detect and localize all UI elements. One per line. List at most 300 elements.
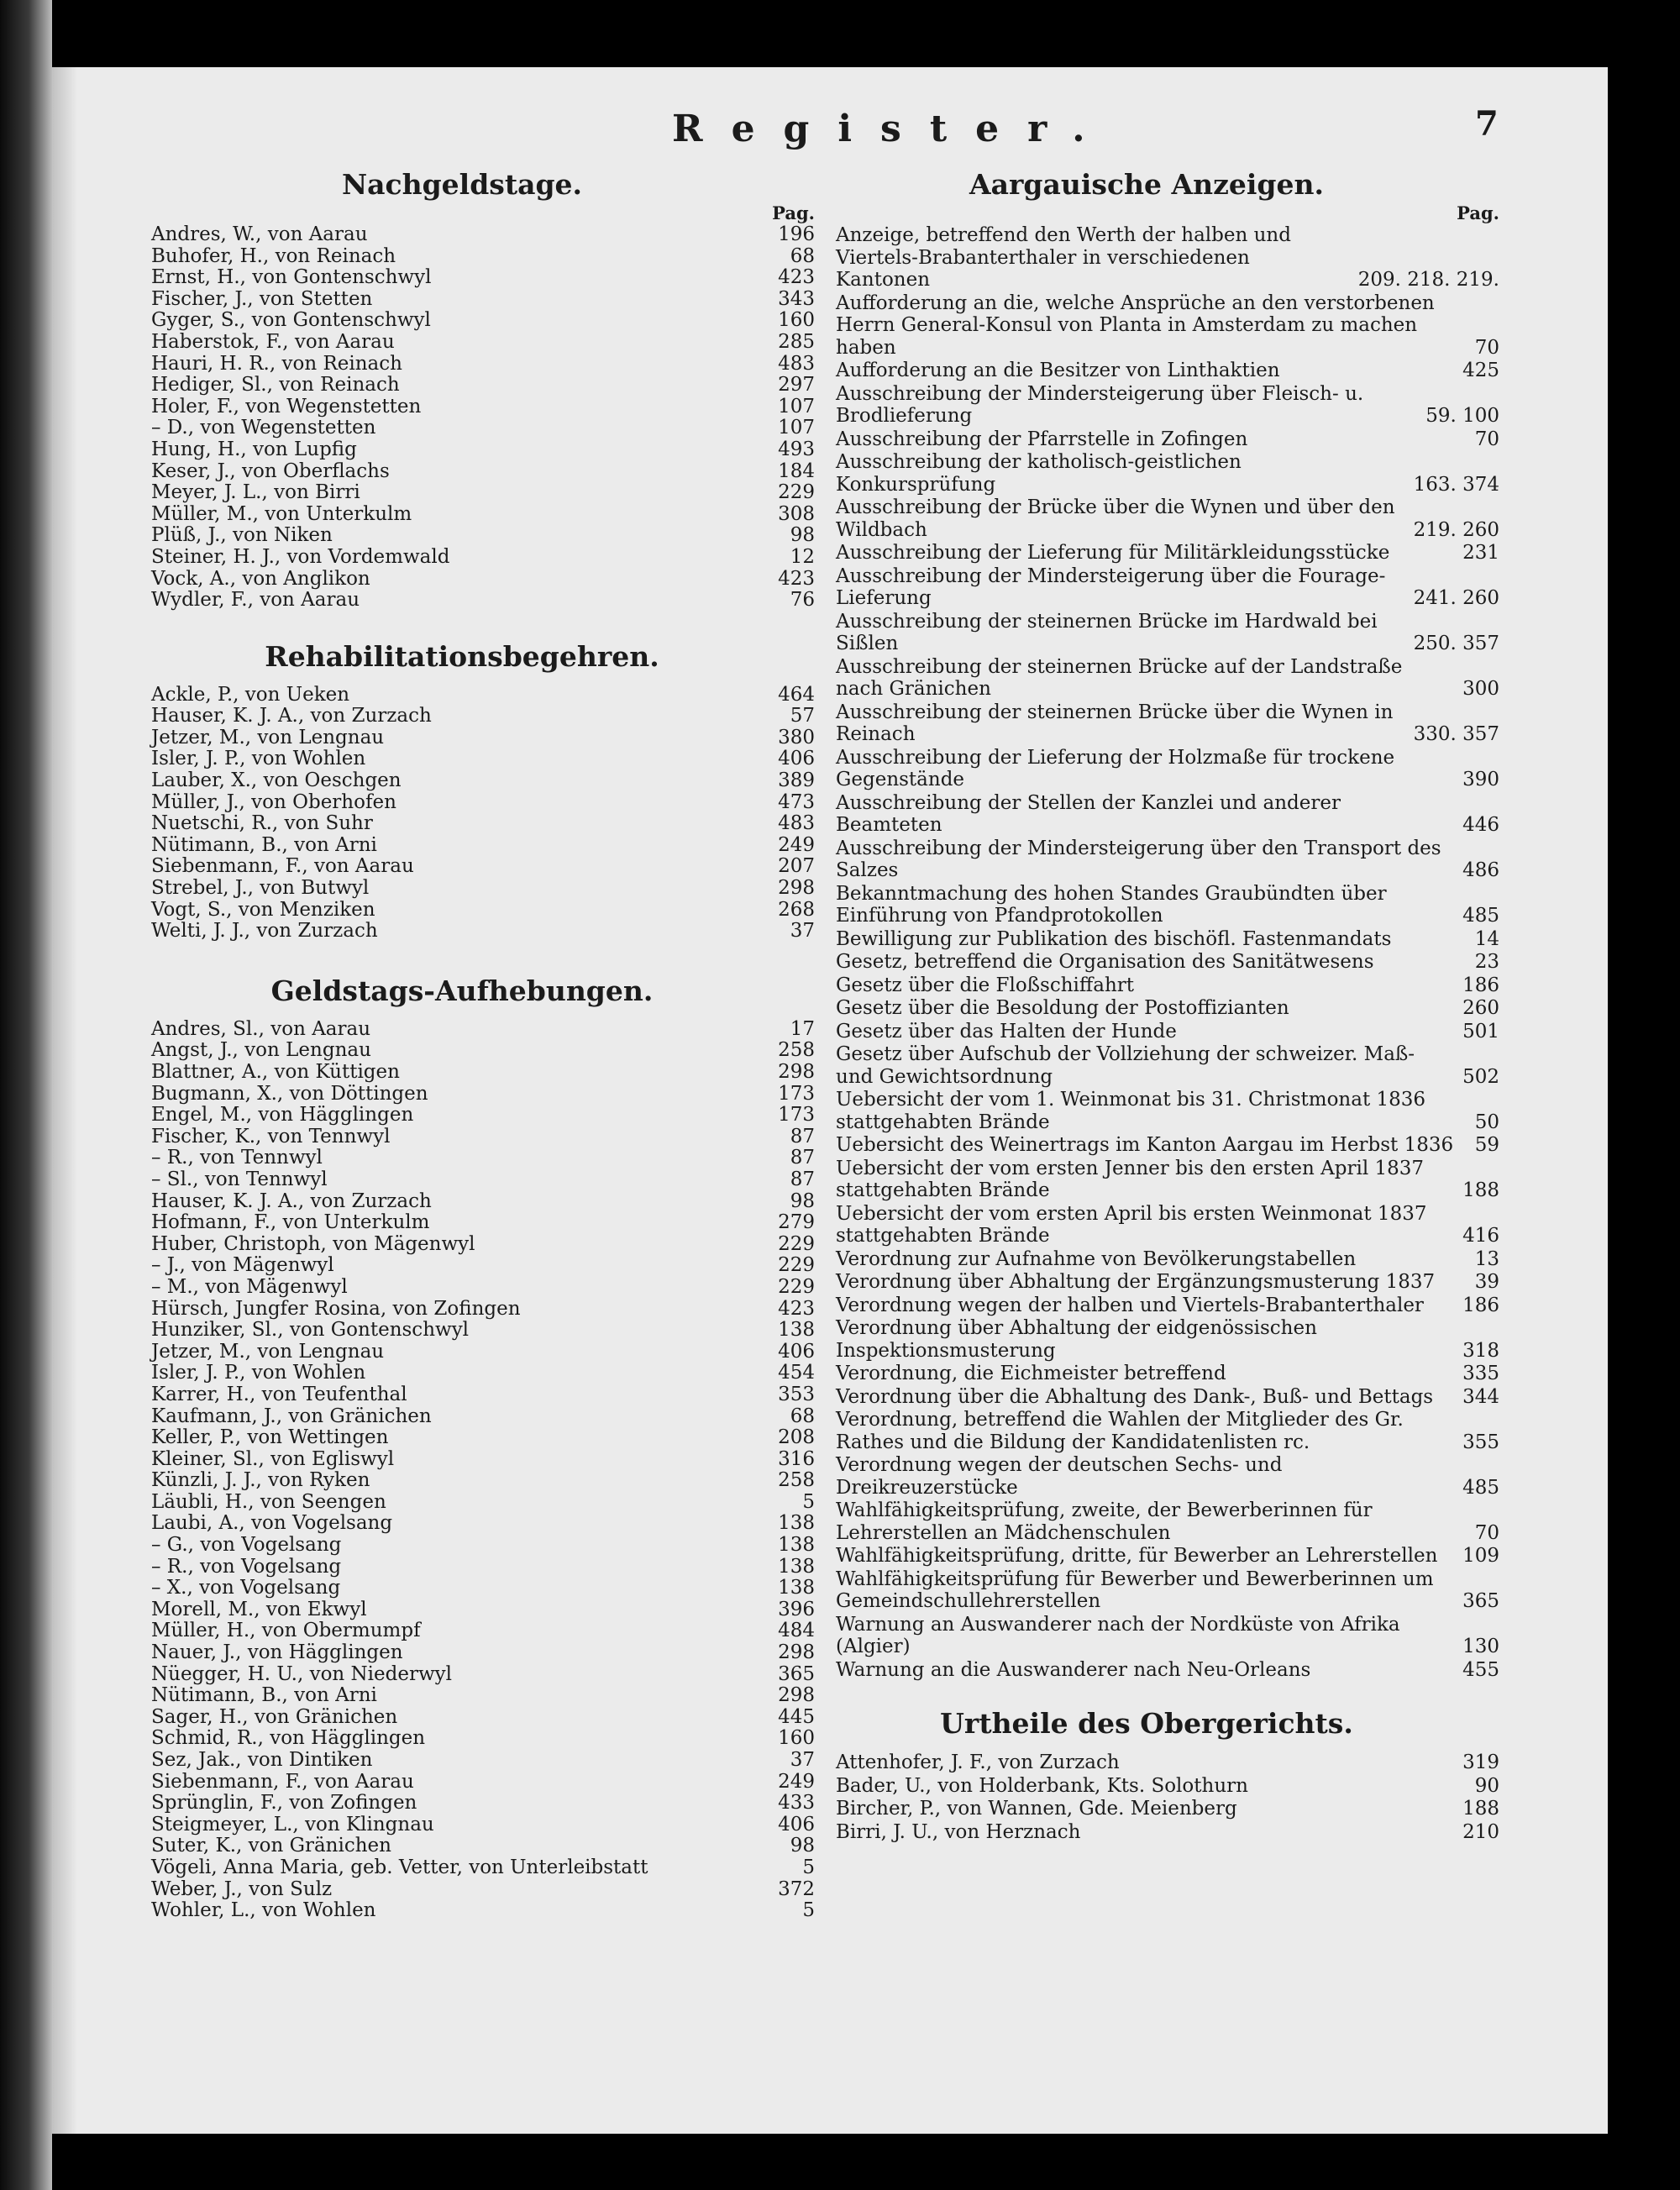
entry-text: Verordnung über Abhaltung der Ergänzungsmusterung 1837 <box>836 1271 1436 1293</box>
entry-page: 493 <box>778 438 815 460</box>
register-entry <box>836 1295 1499 1317</box>
register-entry <box>151 706 815 727</box>
entry-text: Hofmann, F., von Unterkulm <box>151 1211 430 1234</box>
entry-text: Verordnung wegen der halben und Viertels-Brabanterthaler <box>836 1294 1424 1316</box>
register-entry <box>151 1449 815 1471</box>
register-entry <box>151 569 815 591</box>
entry-text: Ausschreibung der steinernen Brücke im Hardwald bei Sißlen <box>836 610 1378 654</box>
entry-text: Hauser, K. J. A., von Zurzach <box>151 1190 432 1212</box>
register-entry <box>836 611 1499 655</box>
entry-text: Verordnung wegen der deutschen Sechs- und Dreikreuzerstücke <box>836 1454 1283 1499</box>
entry-text: Hediger, Sl., von Reinach <box>151 374 400 397</box>
entry-page: 229 <box>778 1232 815 1255</box>
entry-text: Strebel, J., von Butwyl <box>151 877 370 900</box>
entry-text: Morell, M., von Ekwyl <box>151 1598 367 1620</box>
entry-page: 279 <box>778 1211 815 1234</box>
entry-page: 23 <box>1474 951 1499 973</box>
entry-text: Blattner, A., von Küttigen <box>151 1061 400 1083</box>
entry-page: 249 <box>778 833 815 856</box>
section-urtheile-des-obergerichts <box>836 1707 1499 1843</box>
register-entry <box>151 1793 815 1814</box>
entry-page: 298 <box>778 1641 815 1664</box>
register-entry <box>151 727 815 749</box>
register-entry <box>151 1406 815 1428</box>
entry-page: 109 <box>1462 1545 1499 1567</box>
entry-page: 300 <box>1462 678 1499 700</box>
register-entry <box>836 1043 1499 1088</box>
entry-text: Hunziker, Sl., von Gontenschwyl <box>151 1319 470 1342</box>
register-entry <box>836 1454 1499 1499</box>
entry-page: 485 <box>1462 905 1499 927</box>
entry-page: 423 <box>778 567 815 590</box>
entry-text: Nütimann, B., von Arni <box>151 1684 377 1707</box>
register-entry <box>151 1062 815 1084</box>
entry-text: Isler, J. P., von Wohlen <box>151 1362 366 1384</box>
register-entry <box>151 310 815 332</box>
entry-page: 98 <box>790 1835 815 1857</box>
register-entry <box>151 1470 815 1492</box>
entry-page: 186 <box>1462 1294 1499 1316</box>
entry-text: – R., von Vogelsang <box>151 1555 342 1578</box>
entry-text: Nuetschi, R., von Suhr <box>151 812 373 835</box>
register-entry <box>151 418 815 439</box>
section-aargauische-anzeigen <box>836 168 1499 1681</box>
entry-text: Keller, P., von Wettingen <box>151 1426 389 1449</box>
section-title: Geldstags-Aufhebungen. <box>270 974 654 1007</box>
register-entry <box>151 835 815 857</box>
entry-page: 50 <box>1474 1111 1499 1133</box>
register-entry <box>836 383 1499 428</box>
pag-label: Pag. <box>772 202 815 223</box>
entry-page: 59. 100 <box>1425 405 1499 427</box>
entry-text: Gyger, S., von Gontenschwyl <box>151 309 431 332</box>
entry-text: – R., von Tennwyl <box>151 1147 323 1169</box>
entry-page: 433 <box>778 1792 815 1814</box>
entry-page: 330. 357 <box>1413 723 1499 745</box>
entry-text: Uebersicht der vom 1. Weinmonat bis 31. Christmonat 1836 stattgehabten Brände <box>836 1089 1426 1133</box>
register-entry <box>836 1775 1499 1798</box>
entry-page: 455 <box>1462 1658 1499 1681</box>
register-entry <box>151 1814 815 1836</box>
register-entry <box>836 792 1499 837</box>
register-entry <box>836 1089 1499 1133</box>
entry-text: Müller, H., von Obermumpf <box>151 1620 421 1642</box>
register-entry <box>151 525 815 547</box>
entry-text: Bader, U., von Holderbank, Kts. Solothurn <box>836 1774 1248 1797</box>
register-entry <box>836 1821 1499 1844</box>
entry-page: 5 <box>802 1856 815 1878</box>
entry-page: 241. 260 <box>1413 587 1499 609</box>
entry-page: 249 <box>778 1770 815 1793</box>
entry-page: 483 <box>778 812 815 835</box>
entry-page: 365 <box>778 1662 815 1685</box>
entry-page: 318 <box>1462 1339 1499 1362</box>
entry-page: 173 <box>778 1104 815 1127</box>
entry-page: 98 <box>790 524 815 547</box>
entry-text: Andres, Sl., von Aarau <box>151 1017 371 1040</box>
entry-page: 343 <box>778 287 815 310</box>
register-entry <box>151 1105 815 1127</box>
register-entry <box>151 354 815 376</box>
register-entry <box>836 747 1499 791</box>
register-entry <box>151 921 815 943</box>
entry-page: 298 <box>778 1684 815 1707</box>
register-entry <box>836 974 1499 997</box>
entry-text: Warnung an Auswanderer nach der Nordküste von Afrika (Algier) <box>836 1613 1400 1657</box>
entry-list <box>836 224 1499 1681</box>
entry-text: Schmid, R., von Hägglingen <box>151 1727 426 1750</box>
entry-page: 501 <box>1462 1020 1499 1042</box>
pag-label: Pag. <box>1457 202 1499 223</box>
entry-page: 258 <box>778 1469 815 1492</box>
register-entry <box>836 997 1499 1020</box>
entry-page: 107 <box>778 417 815 439</box>
entry-text: Sager, H., von Gränichen <box>151 1705 398 1728</box>
entry-page: 308 <box>778 502 815 525</box>
entry-text: Ausschreibung der Mindersteigerung über den Transport des Salzes <box>836 837 1441 881</box>
entry-text: Fischer, J., von Stetten <box>151 287 373 310</box>
entry-text: Vock, A., von Anglikon <box>151 567 370 590</box>
entry-page: 59 <box>1474 1134 1499 1156</box>
entry-page: 396 <box>778 1598 815 1620</box>
register-entry <box>151 504 815 526</box>
entry-page: 188 <box>1462 1798 1499 1820</box>
entry-text: Bewilligung zur Publikation des bischöfl. Fastenmandats <box>836 927 1392 950</box>
section-title: Nachgeldstage. <box>341 168 583 201</box>
register-entry <box>151 482 815 504</box>
register-entry <box>151 792 815 814</box>
entry-text: Ausschreibung der katholisch-geistlichen Konkursprüfung <box>836 451 1242 496</box>
entry-page: 219. 260 <box>1413 518 1499 541</box>
entry-text: Jetzer, M., von Lengnau <box>151 1340 385 1363</box>
entry-text: Ausschreibung der steinernen Brücke auf der Landstraße nach Gränichen <box>836 655 1403 700</box>
entry-text: Sprünglin, F., von Zofingen <box>151 1792 417 1814</box>
entry-text: Hauri, H. R., von Reinach <box>151 352 402 375</box>
entry-text: Karrer, H., von Teufenthal <box>151 1383 407 1405</box>
entry-text: Plüß, J., von Niken <box>151 524 333 547</box>
entry-text: Verordnung, betreffend die Wahlen der Mitglieder des Gr. Rathes und die Bildung der Kandidatenlisten rc. <box>836 1409 1404 1453</box>
register-entry <box>151 1578 815 1599</box>
entry-text: Vögeli, Anna Maria, geb. Vetter, von Unterleibstatt <box>151 1856 648 1878</box>
entry-text: Müller, M., von Unterkulm <box>151 502 412 525</box>
entry-page: 5 <box>802 1490 815 1513</box>
entry-page: 423 <box>778 1297 815 1320</box>
register-entry <box>151 1019 815 1041</box>
entry-text: Ackle, P., von Ueken <box>151 683 350 706</box>
entry-text: Aufforderung an die, welche Ansprüche an den verstorbenen Herrn General-Konsul von Planta in Amsterdam zu machen haben <box>836 291 1435 359</box>
entry-list <box>151 1019 815 1922</box>
entry-page: 425 <box>1462 360 1499 381</box>
entry-text: Nüegger, H. U., von Niederwyl <box>151 1662 453 1685</box>
entry-page: 454 <box>778 1362 815 1384</box>
entry-page: 446 <box>1462 814 1499 836</box>
entry-page: 297 <box>778 374 815 397</box>
section-nachgeldstage <box>151 168 815 612</box>
entry-page: 87 <box>790 1168 815 1190</box>
register-entry <box>836 656 1499 701</box>
entry-text: Läubli, H., von Seengen <box>151 1490 386 1513</box>
entry-text: Siebenmann, F., von Aarau <box>151 1770 414 1793</box>
entry-page: 484 <box>778 1620 815 1642</box>
entry-text: Verordnung über die Abhaltung des Dank-, Buß- und Bettags <box>836 1385 1434 1408</box>
entry-text: Kleiner, Sl., von Egliswyl <box>151 1447 395 1470</box>
entry-text: Gesetz über die Floßschiffahrt <box>836 974 1135 996</box>
register-entry <box>151 1040 815 1062</box>
entry-text: Ausschreibung der steinernen Brücke über die Wynen in Reinach <box>836 701 1394 745</box>
entry-page: 365 <box>1462 1590 1499 1612</box>
entry-text: Hung, H., von Lupfig <box>151 438 357 460</box>
right-column <box>836 168 1499 1844</box>
entry-page: 186 <box>1462 974 1499 996</box>
register-entry <box>836 951 1499 974</box>
register-entry <box>836 451 1499 496</box>
register-entry <box>836 1614 1499 1658</box>
register-entry <box>151 547 815 569</box>
register-entry <box>151 813 815 835</box>
entry-text: Nütimann, B., von Arni <box>151 833 377 856</box>
entry-text: – G., von Vogelsang <box>151 1534 342 1557</box>
entry-text: – M., von Mägenwyl <box>151 1275 348 1298</box>
register-entry <box>836 542 1499 565</box>
register-entry <box>836 1751 1499 1774</box>
entry-text: Steiner, H. J., von Vordemwald <box>151 545 450 568</box>
entry-text: Engel, M., von Hägglingen <box>151 1104 414 1127</box>
entry-page: 445 <box>778 1705 815 1728</box>
entry-page: 208 <box>778 1426 815 1449</box>
entry-text: Wahlfähigkeitsprüfung für Bewerber und Bewerberinnen um Gemeindschullehrerstellen <box>836 1568 1434 1612</box>
entry-text: Ausschreibung der Stellen der Kanzlei und anderer Beamteten <box>836 791 1341 836</box>
entry-page: 196 <box>778 223 815 245</box>
entry-page: 389 <box>778 769 815 792</box>
entry-text: Huber, Christoph, von Mägenwyl <box>151 1232 475 1255</box>
entry-text: Verordnung, die Eichmeister betreffend <box>836 1363 1226 1384</box>
entry-text: Verordnung zur Aufnahme von Bevölkerungstabellen <box>836 1247 1357 1270</box>
register-entry <box>151 1620 815 1642</box>
entry-page: 406 <box>778 1813 815 1836</box>
entry-text: Uebersicht der vom ersten April bis ersten Weinmonat 1837 stattgehabten Brände <box>836 1202 1427 1247</box>
register-entry <box>836 1021 1499 1043</box>
register-entry <box>151 1384 815 1406</box>
entry-text: Attenhofer, J. F., von Zurzach <box>836 1751 1120 1773</box>
entry-text: Müller, J., von Oberhofen <box>151 790 396 813</box>
entry-page: 70 <box>1474 336 1499 359</box>
entry-text: Kaufmann, J., von Gränichen <box>151 1405 432 1427</box>
entry-text: Ausschreibung der Mindersteigerung über die Fourage-Lieferung <box>836 565 1386 609</box>
page-number: 7 <box>1475 104 1499 144</box>
register-entry <box>836 292 1499 360</box>
entry-page: 231 <box>1462 542 1499 564</box>
register-entry <box>151 1427 815 1449</box>
entry-text: Wohler, L., von Wohlen <box>151 1899 376 1922</box>
entry-text: Vogt, S., von Menziken <box>151 898 375 921</box>
register-entry <box>151 332 815 354</box>
register-entry <box>836 1568 1499 1613</box>
entry-text: Bugmann, X., von Döttingen <box>151 1082 428 1105</box>
entry-page: 423 <box>778 266 815 289</box>
entry-page: 502 <box>1462 1065 1499 1088</box>
entry-page: 37 <box>790 920 815 943</box>
section-rehabilitationsbegehren <box>151 640 815 943</box>
page-edge-shadow <box>52 67 77 2134</box>
entry-page: 355 <box>1462 1431 1499 1453</box>
entry-text: Gesetz über das Halten der Hunde <box>836 1020 1177 1042</box>
entry-text: – Sl., von Tennwyl <box>151 1168 328 1190</box>
register-entry <box>151 770 815 792</box>
entry-page: 5 <box>802 1899 815 1922</box>
entry-text: Lauber, X., von Oeschgen <box>151 769 402 792</box>
entry-page: 209. 218. 219. <box>1357 269 1499 291</box>
entry-page: 98 <box>790 1190 815 1212</box>
register-entry <box>836 1409 1499 1453</box>
register-entry <box>836 360 1499 382</box>
entry-page: 68 <box>790 1405 815 1427</box>
register-entry <box>151 224 815 246</box>
entry-text: Uebersicht der vom ersten Jenner bis den ersten April 1837 stattgehabten Brände <box>836 1157 1425 1201</box>
entry-page: 335 <box>1462 1363 1499 1384</box>
register-entry <box>836 1248 1499 1271</box>
entry-page: 160 <box>778 309 815 332</box>
register-entry <box>836 928 1499 951</box>
register-entry <box>151 1685 815 1707</box>
register-entry <box>151 685 815 706</box>
register-entry <box>836 1363 1499 1385</box>
entry-text: Verordnung über Abhaltung der eidgenössischen Inspektionsmusterung <box>836 1317 1317 1362</box>
register-entry <box>151 1255 815 1277</box>
entry-page: 258 <box>778 1039 815 1062</box>
register-entry <box>836 1499 1499 1544</box>
entry-text: Birri, J. U., von Herznach <box>836 1820 1081 1843</box>
register-entry <box>836 1203 1499 1247</box>
entry-text: Ausschreibung der Pfarrstelle in Zofingen <box>836 428 1248 450</box>
register-entry <box>151 1299 815 1321</box>
entry-text: Bekanntmachung des hohen Standes Graubündten über Einführung von Pfandprotokollen <box>836 882 1387 927</box>
entry-page: 87 <box>790 1147 815 1169</box>
entry-page: 207 <box>778 855 815 878</box>
entry-text: Welti, J. J., von Zurzach <box>151 920 378 943</box>
entry-page: 138 <box>778 1577 815 1599</box>
entry-page: 138 <box>778 1555 815 1578</box>
register-entry <box>151 439 815 461</box>
entry-text: Haberstok, F., von Aarau <box>151 330 395 353</box>
entry-page: 12 <box>790 545 815 568</box>
entry-page: 298 <box>778 1061 815 1083</box>
entry-page: 406 <box>778 748 815 770</box>
entry-text: Isler, J. P., von Wohlen <box>151 748 366 770</box>
entry-text: Warnung an die Auswanderer nach Neu-Orleans <box>836 1658 1311 1681</box>
entry-page: 416 <box>1462 1225 1499 1247</box>
register-entry <box>151 375 815 397</box>
entry-page: 260 <box>1462 997 1499 1019</box>
register-entry <box>836 883 1499 927</box>
entry-text: Nauer, J., von Hägglingen <box>151 1641 403 1664</box>
register-entry <box>151 1642 815 1664</box>
register-entry <box>836 1134 1499 1157</box>
register-entry <box>151 289 815 311</box>
register-entry <box>151 1599 815 1621</box>
entry-text: Ausschreibung der Mindersteigerung über Fleisch- u. Brodlieferung <box>836 382 1364 427</box>
entry-page: 138 <box>778 1534 815 1557</box>
entry-page: 319 <box>1462 1751 1499 1773</box>
register-entry <box>151 856 815 878</box>
entry-page: 483 <box>778 352 815 375</box>
entry-page: 473 <box>778 790 815 813</box>
entry-text: Uebersicht des Weinertrags im Kanton Aargau im Herbst 1836 <box>836 1134 1454 1156</box>
entry-text: Wahlfähigkeitsprüfung, zweite, der Bewerberinnen für Lehrerstellen an Mädchenschulen <box>836 1499 1373 1544</box>
register-entry <box>151 1148 815 1169</box>
entry-text: Gesetz über Aufschub der Vollziehung der schweizer. Maß- und Gewichtsordnung <box>836 1043 1415 1088</box>
entry-page: 229 <box>778 1254 815 1277</box>
register-entry <box>151 1234 815 1256</box>
entry-text: Gesetz über die Besoldung der Postoffizianten <box>836 997 1289 1019</box>
section-title: Urtheile des Obergerichts. <box>940 1707 1353 1740</box>
entry-page: 107 <box>778 395 815 418</box>
entry-page: 390 <box>1462 769 1499 790</box>
entry-page: 57 <box>790 705 815 727</box>
entry-page: 210 <box>1462 1820 1499 1843</box>
register-entry <box>151 1169 815 1191</box>
entry-page: 163. 374 <box>1413 473 1499 496</box>
entry-text: Anzeige, betreffend den Werth der halben und Viertels-Brabanterthaler in verschiedenen Kantonen <box>836 224 1291 291</box>
entry-page: 485 <box>1462 1476 1499 1499</box>
register-entry <box>151 1342 815 1363</box>
entry-page: 70 <box>1474 1521 1499 1544</box>
register-entry <box>151 397 815 418</box>
register-entry <box>836 1659 1499 1682</box>
register-entry <box>151 246 815 268</box>
entry-text: Künzli, J. J., von Ryken <box>151 1469 370 1492</box>
register-entry <box>836 1158 1499 1202</box>
section-title: Aargauische Anzeigen. <box>969 168 1324 201</box>
register-entry <box>151 1857 815 1879</box>
entry-text: Angst, J., von Lengnau <box>151 1039 371 1062</box>
entry-page: 17 <box>790 1017 815 1040</box>
register-entry <box>151 1535 815 1557</box>
entry-text: Wahlfähigkeitsprüfung, dritte, für Bewerber an Lehrerstellen <box>836 1545 1438 1567</box>
register-entry <box>151 1836 815 1857</box>
register-entry <box>151 1191 815 1213</box>
entry-list <box>151 685 815 943</box>
entry-text: Steigmeyer, L., von Klingnau <box>151 1813 434 1836</box>
register-entry <box>836 496 1499 541</box>
entry-text: – J., von Mägenwyl <box>151 1254 334 1277</box>
entry-page: 39 <box>1474 1271 1499 1293</box>
entry-text: Gesetz, betreffend die Organisation des Sanitätwesens <box>836 951 1374 973</box>
entry-text: Aufforderung an die Besitzer von Linthaktien <box>836 360 1280 381</box>
register-entry <box>836 838 1499 882</box>
entry-page: 138 <box>778 1319 815 1342</box>
entry-page: 298 <box>778 877 815 900</box>
register-entry <box>836 565 1499 610</box>
entry-list <box>836 1751 1499 1843</box>
entry-page: 229 <box>778 481 815 504</box>
book-gutter <box>0 0 52 2190</box>
entry-page: 250. 357 <box>1413 633 1499 654</box>
register-entry <box>151 590 815 612</box>
entry-page: 37 <box>790 1749 815 1771</box>
left-column <box>151 168 815 1922</box>
entry-list <box>151 224 815 612</box>
entry-text: Fischer, K., von Tennwyl <box>151 1125 391 1148</box>
entry-page: 160 <box>778 1727 815 1750</box>
entry-page: 188 <box>1462 1179 1499 1201</box>
register-entry <box>151 900 815 922</box>
register-entry <box>151 1557 815 1578</box>
entry-page: 173 <box>778 1082 815 1105</box>
register-entry <box>151 1664 815 1686</box>
register-entry <box>151 1277 815 1299</box>
entry-page: 268 <box>778 898 815 921</box>
entry-text: – D., von Wegenstetten <box>151 417 376 439</box>
